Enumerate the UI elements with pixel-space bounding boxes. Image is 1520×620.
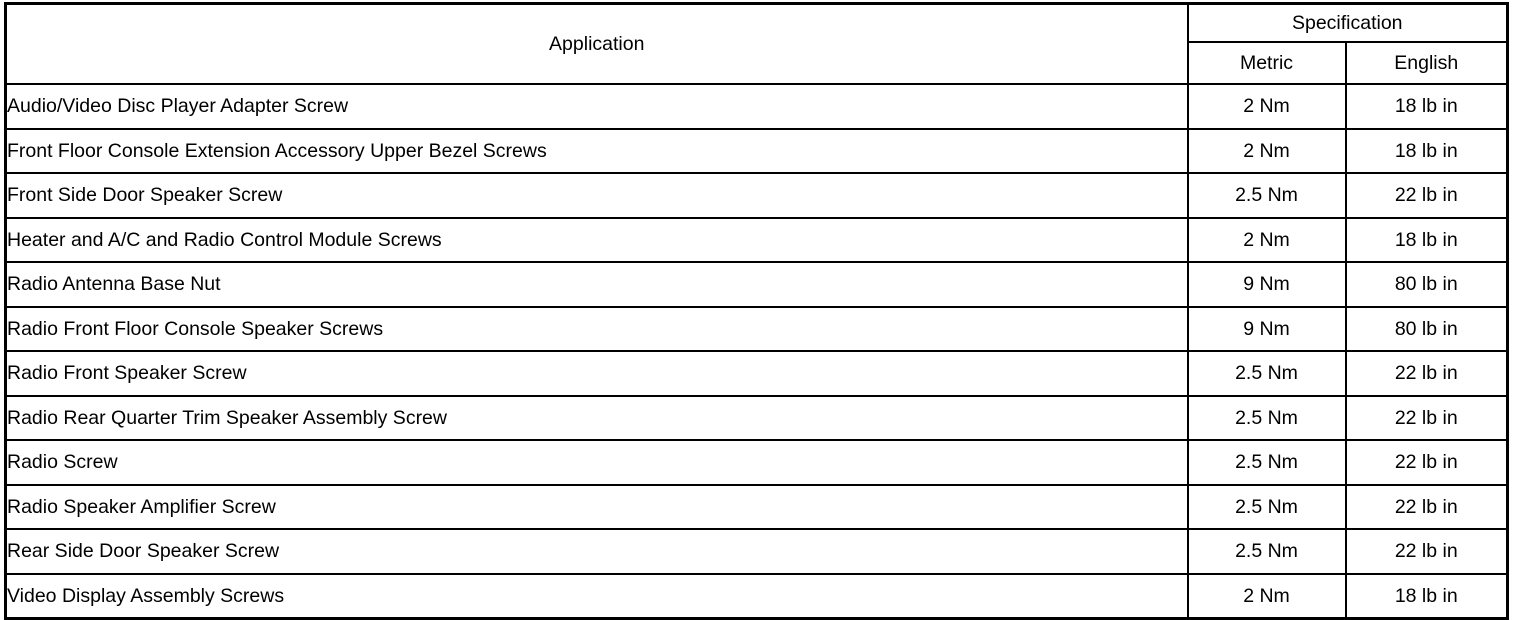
cell-english: 80 lb in — [1346, 262, 1508, 307]
cell-application: Front Floor Console Extension Accessory Upper Bezel Screws — [6, 129, 1188, 174]
cell-application: Radio Speaker Amplifier Screw — [6, 485, 1188, 530]
cell-application: Radio Front Floor Console Speaker Screws — [6, 307, 1188, 352]
cell-metric: 2.5 Nm — [1188, 485, 1346, 530]
cell-metric: 2.5 Nm — [1188, 351, 1346, 396]
cell-english: 22 lb in — [1346, 440, 1508, 485]
table-row — [6, 262, 1508, 307]
table-row — [6, 574, 1508, 619]
cell-metric: 2 Nm — [1188, 84, 1346, 129]
column-header-english: English — [1346, 42, 1508, 84]
cell-english: 22 lb in — [1346, 485, 1508, 530]
table-row — [6, 396, 1508, 441]
table-header-row-top — [6, 4, 1508, 43]
cell-application: Heater and A/C and Radio Control Module Screws — [6, 218, 1188, 263]
table-row — [6, 307, 1508, 352]
column-header-specification: Specification — [1188, 4, 1508, 43]
cell-application: Radio Front Speaker Screw — [6, 351, 1188, 396]
table-row — [6, 351, 1508, 396]
cell-english: 18 lb in — [1346, 129, 1508, 174]
table-row — [6, 84, 1508, 129]
table-row — [6, 218, 1508, 263]
cell-english: 18 lb in — [1346, 84, 1508, 129]
table-row — [6, 529, 1508, 574]
cell-english: 22 lb in — [1346, 351, 1508, 396]
cell-metric: 2.5 Nm — [1188, 173, 1346, 218]
table-row — [6, 129, 1508, 174]
fastener-specification-table — [4, 2, 1509, 620]
cell-english: 80 lb in — [1346, 307, 1508, 352]
table-row — [6, 485, 1508, 530]
table-row — [6, 173, 1508, 218]
cell-application: Front Side Door Speaker Screw — [6, 173, 1188, 218]
cell-english: 18 lb in — [1346, 218, 1508, 263]
table-row — [6, 440, 1508, 485]
cell-metric: 2.5 Nm — [1188, 396, 1346, 441]
cell-english: 22 lb in — [1346, 173, 1508, 218]
cell-application: Audio/Video Disc Player Adapter Screw — [6, 84, 1188, 129]
cell-application: Radio Rear Quarter Trim Speaker Assembly Screw — [6, 396, 1188, 441]
cell-metric: 9 Nm — [1188, 262, 1346, 307]
cell-english: 22 lb in — [1346, 529, 1508, 574]
cell-metric: 9 Nm — [1188, 307, 1346, 352]
table-head — [6, 4, 1508, 85]
cell-metric: 2.5 Nm — [1188, 529, 1346, 574]
table-body — [6, 84, 1508, 619]
cell-application: Video Display Assembly Screws — [6, 574, 1188, 619]
cell-application: Radio Screw — [6, 440, 1188, 485]
column-header-metric: Metric — [1188, 42, 1346, 84]
cell-application: Rear Side Door Speaker Screw — [6, 529, 1188, 574]
cell-english: 22 lb in — [1346, 396, 1508, 441]
cell-application: Radio Antenna Base Nut — [6, 262, 1188, 307]
column-header-application: Application — [6, 4, 1188, 85]
cell-metric: 2.5 Nm — [1188, 440, 1346, 485]
cell-metric: 2 Nm — [1188, 129, 1346, 174]
cell-english: 18 lb in — [1346, 574, 1508, 619]
cell-metric: 2 Nm — [1188, 218, 1346, 263]
cell-metric: 2 Nm — [1188, 574, 1346, 619]
